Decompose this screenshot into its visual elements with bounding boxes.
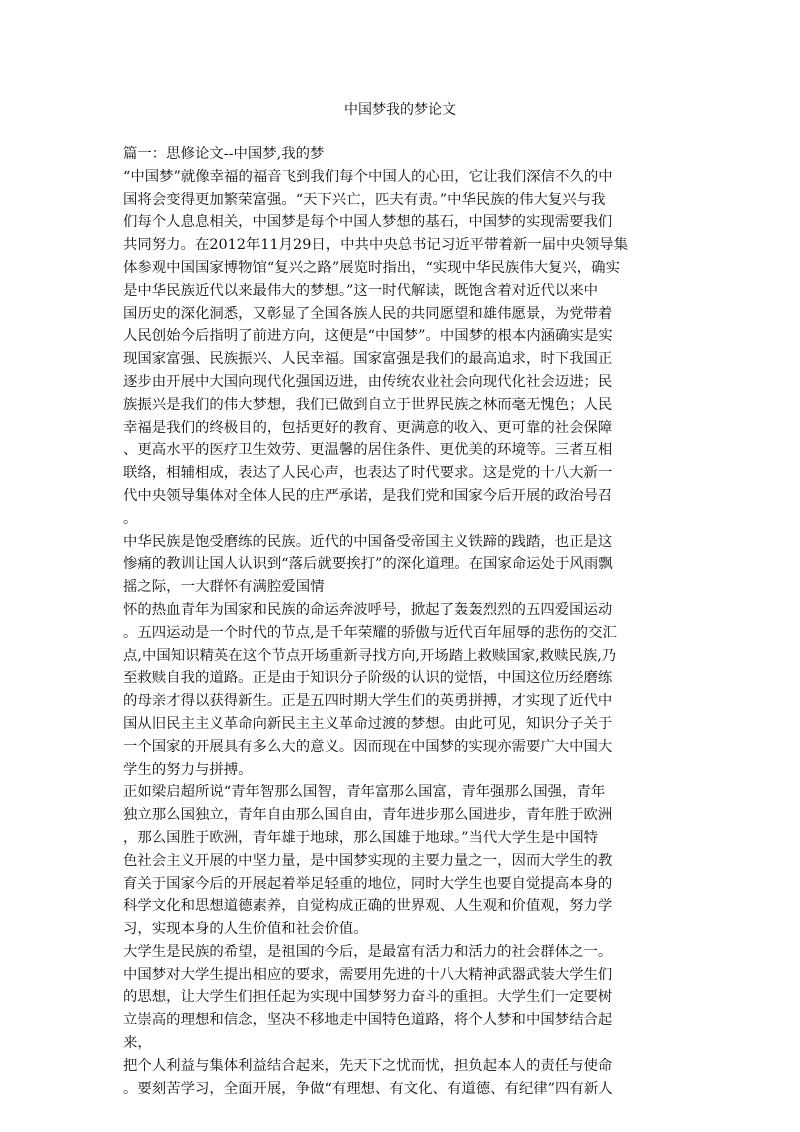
paragraph-line: 至救赎自我的道路。正是由于知识分子阶级的认识的觉悟，中国这位历经磨练: [123, 670, 613, 687]
paragraph-line: 代中央领导集体对全体人民的庄严承诺，是我们党和国家今后开展的政治号召: [123, 487, 613, 504]
paragraph-line: 立崇高的理想和信念，坚决不移地走中国特色道路，将个人梦和中国梦结合起: [123, 1012, 613, 1029]
paragraph-line: 育关于国家今后的开展起着举足轻重的地位，同时大学生也要自觉提高本身的: [123, 875, 613, 892]
section-heading: 篇一：思修论文--中国梦,我的梦: [123, 146, 325, 162]
paragraph-line: 把个人利益与集体利益结合起来，先天下之忧而忧，担负起本人的责任与使命: [123, 1057, 613, 1074]
paragraph-line: 国从旧民主主义革命向新民主主义革命过渡的梦想。由此可见，知识分子关于: [123, 715, 613, 732]
paragraph-line: 一个国家的开展具有多么大的意义。因而现在中国梦的实现亦需要广大中国大: [123, 738, 613, 755]
paragraph-line: 来，: [123, 1035, 152, 1052]
paragraph-line: 摇之际，一大群怀有满腔爱国情: [123, 579, 325, 596]
paragraph-line: 族振兴是我们的伟大梦想，我们已做到自立于世界民族之林而毫无愧色；人民: [123, 396, 613, 413]
paragraph-line: 大学生是民族的希望，是祖国的今后，是最富有活力和活力的社会群体之一。: [123, 943, 613, 960]
paragraph-line: 。: [123, 510, 138, 527]
document-title: 中国梦我的梦论文: [344, 102, 456, 118]
paragraph-line: 正如梁启超所说“青年智那么国智，青年富那么国富，青年强那么国强，青年: [123, 784, 606, 801]
paragraph-line: 逐步由开展中大国向现代化强国迈进，由传统农业社会向现代化社会迈进；民: [123, 373, 613, 390]
paragraph-line: 的母亲才得以获得新生。正是五四时期大学生们的英勇拼搏，才实现了近代中: [123, 693, 613, 710]
paragraph-line: 联络，相辅相成，表达了人民心声，也表达了时代要求。这是党的十八大新一: [123, 465, 613, 482]
paragraph-line: 是中华民族近代以来最伟大的梦想。”这一时代解读，既饱含着对近代以来中: [123, 282, 599, 299]
paragraph-line: 色社会主义开展的中坚力量，是中国梦实现的主要力量之一，因而大学生的教: [123, 852, 613, 869]
document-body: [123, 143, 683, 1100]
paragraph-line: 怀的热血青年为国家和民族的命运奔波呼号，掀起了轰轰烈烈的五四爱国运动: [123, 601, 613, 618]
paragraph-line: 国历史的深化洞悉，又彰显了全国各族人民的共同愿望和雄伟愿景，为党带着: [123, 305, 613, 322]
paragraph-line: 现国家富强、民族振兴、人民幸福。国家富强是我们的最高追求，时下我国正: [123, 351, 613, 368]
paragraph-line: 体参观中国国家博物馆“复兴之路”展览时指出，“实现中华民族伟大复兴，确实: [123, 259, 620, 276]
paragraph-line: 们每个人息息相关，中国梦是每个中国人梦想的基石，中国梦的实现需要我们: [123, 214, 613, 231]
paragraph-line: ，那么国胜于欧洲，青年雄于地球，那么国雄于地球。”当代大学生是中国特: [123, 829, 599, 846]
paragraph-line: 共同努力。在2012年11月29日，中共中央总书记习近平带着新一届中央领导集: [123, 237, 628, 254]
paragraph-line: 学生的努力与拼搏。: [123, 761, 253, 778]
paragraph-line: 点,中国知识精英在这个节点开场重新寻找方向,开场踏上救赎国家,救赎民族,乃: [123, 647, 617, 664]
paragraph-line: 、更高水平的医疗卫生效劳、更温馨的居住条件、更优美的环境等。三者互相: [123, 442, 613, 459]
paragraph-line: 。要刻苦学习，全面开展，争做“有理想、有文化、有道德、有纪律”四有新人: [123, 1080, 613, 1097]
paragraph-line: 习，实现本身的人生价值和社会价值。: [123, 921, 368, 938]
paragraph-line: 人民创始今后指明了前进方向，这便是“中国梦”。中国梦的根本内涵确实是实: [123, 328, 613, 345]
paragraph-line: 的思想，让大学生们担任起为实现中国梦努力奋斗的重担。大学生们一定要树: [123, 989, 613, 1006]
paragraph-line: 独立那么国独立，青年自由那么国自由，青年进步那么国进步，青年胜于欧洲: [123, 807, 613, 824]
paragraph-line: “中国梦”就像幸福的福音飞到我们每个中国人的心田，它让我们深信不久的中: [123, 168, 613, 185]
paragraph-line: 惨痛的教训让国人认识到“落后就要挨打”的深化道理。在国家命运处于风雨飘: [123, 556, 613, 573]
paragraph-line: 科学文化和思想道德素养，自觉构成正确的世界观、人生观和价值观，努力学: [123, 898, 613, 915]
paragraph-line: 。五四运动是一个时代的节点,是千年荣耀的骄傲与近代百年屈辱的悲伤的交汇: [123, 624, 617, 641]
paragraph-line: 国将会变得更加繁荣富强。“天下兴亡，匹夫有责。”中华民族的伟大复兴与我: [123, 191, 606, 208]
paragraph-line: 中华民族是饱受磨练的民族。近代的中国备受帝国主义铁蹄的践踏，也正是这: [123, 533, 613, 550]
paragraph-line: 幸福是我们的终极目的，包括更好的教育、更满意的收入、更可靠的社会保障: [123, 419, 613, 436]
paragraph-line: 中国梦对大学生提出相应的要求，需要用先进的十八大精神武器武装大学生们: [123, 966, 613, 983]
